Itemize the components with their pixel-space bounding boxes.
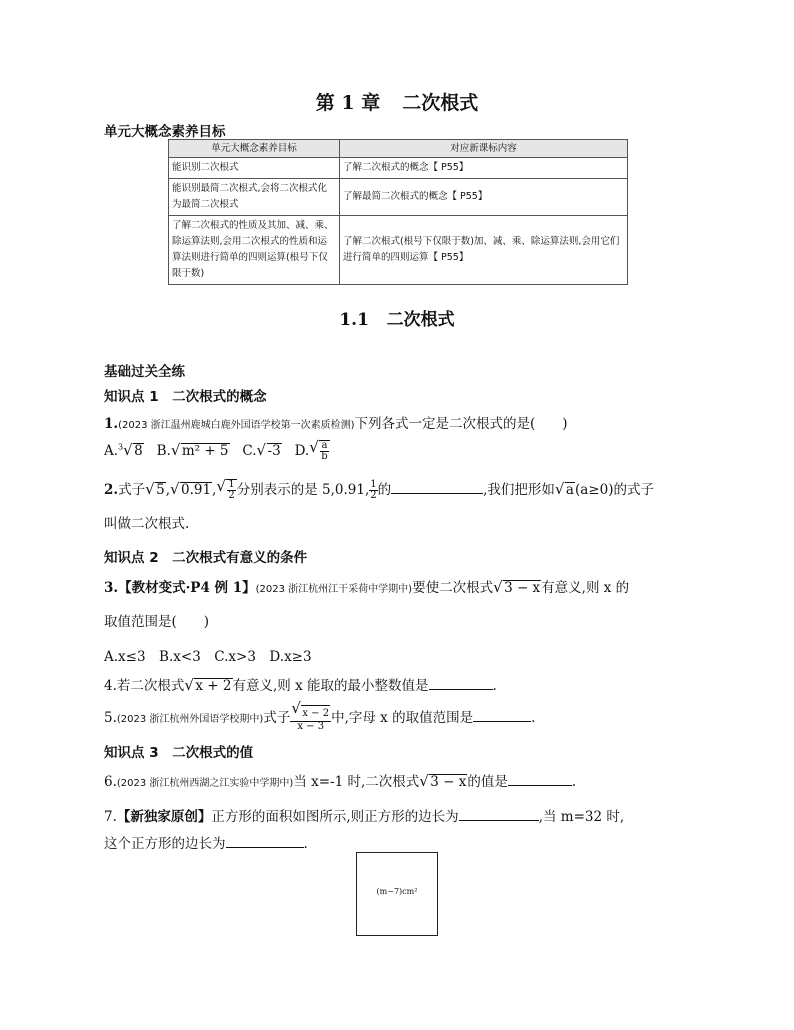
radicand: 3 − x bbox=[504, 580, 541, 596]
denominator: x − 3 bbox=[297, 721, 325, 732]
question-source: (2023 浙江杭州西湖之江实验中学期中) bbox=[116, 778, 294, 789]
denominator: 2 bbox=[228, 490, 235, 501]
question-3-options: A.x≤3 B.x<3 C.x>3 D.x≥3 bbox=[104, 649, 312, 665]
denominator: b bbox=[321, 451, 328, 462]
radical bbox=[420, 774, 467, 790]
answer-blank[interactable] bbox=[226, 835, 304, 848]
question-7 bbox=[104, 805, 624, 825]
text: 有意义,则 x 的 bbox=[541, 580, 630, 596]
section-name: 二次根式 bbox=[386, 310, 455, 330]
knowledge-point-1: 知识点 1 二次根式的概念 bbox=[104, 389, 267, 405]
text: 这个正方形的边长为 bbox=[104, 836, 226, 852]
radical bbox=[124, 443, 144, 459]
question-source: (2023 浙江杭州外国语学校期中) bbox=[116, 714, 264, 725]
question-5 bbox=[104, 705, 535, 732]
fraction bbox=[369, 480, 377, 501]
radicand: x − 2 bbox=[301, 705, 330, 721]
radical bbox=[292, 705, 330, 721]
question-number: 2. bbox=[104, 482, 119, 498]
answer-blank[interactable] bbox=[459, 808, 539, 821]
radical bbox=[310, 440, 329, 462]
goal-cell: 能识别二次根式 bbox=[169, 158, 340, 179]
table-row bbox=[169, 158, 628, 179]
text: 正方形的面积如图所示,则正方形的边长为 bbox=[211, 809, 459, 825]
text: 有意义,则 x 能取的最小整数值是 bbox=[232, 678, 429, 694]
radical bbox=[258, 443, 282, 459]
goal-cell: 能识别最简二次根式,会将二次根式化为最简二次根式 bbox=[169, 179, 340, 216]
fraction bbox=[320, 441, 328, 462]
chapter-title bbox=[0, 88, 794, 115]
square-figure bbox=[356, 852, 438, 936]
radicand: m² + 5 bbox=[181, 443, 229, 459]
goals-col1-header: 单元大概念素养目标 bbox=[169, 140, 340, 158]
text: 式子 bbox=[118, 482, 146, 498]
radical bbox=[217, 479, 236, 501]
basic-practice-heading: 基础过关全练 bbox=[104, 364, 185, 380]
text: 式子 bbox=[263, 710, 291, 726]
option-b: B. bbox=[156, 443, 171, 459]
question-tag: 【教材变式·P4 例 1】 bbox=[118, 580, 256, 596]
question-text: 下列各式一定是二次根式的是( ) bbox=[354, 416, 568, 432]
option-d: D. bbox=[294, 443, 310, 459]
question-1 bbox=[104, 412, 568, 432]
question-7-cont bbox=[104, 832, 308, 852]
question-number: 6. bbox=[104, 774, 117, 790]
square-area-label: (m−7)cm² bbox=[376, 887, 418, 896]
root-index: 3 bbox=[118, 442, 124, 452]
question-2-cont: 叫做二次根式. bbox=[104, 516, 190, 532]
radical bbox=[494, 580, 541, 596]
text: . bbox=[571, 774, 577, 790]
goal-cell: 了解二次根式的性质及其加、减、乘、除运算法则,会用二次根式的性质和运算法则进行简单的四则运算(根号下仅限于数) bbox=[169, 216, 340, 285]
question-tag: 【新独家原创】 bbox=[116, 809, 212, 825]
radicand: a bbox=[565, 482, 574, 498]
radical bbox=[185, 678, 232, 694]
radicand: 5 bbox=[156, 482, 165, 498]
radical bbox=[556, 482, 575, 498]
question-4 bbox=[104, 674, 497, 694]
standard-cell: 了解二次根式(根号下仅限于数)加、减、乘、除运算法则,会用它们进行简单的四则运算【 P55】 bbox=[340, 216, 628, 285]
section-number: 1.1 bbox=[339, 310, 369, 330]
radicand: -3 bbox=[267, 443, 281, 459]
text: 分别表示的是 5,0.91, bbox=[236, 482, 370, 498]
chapter-name: 二次根式 bbox=[402, 92, 479, 114]
answer-blank[interactable] bbox=[473, 709, 531, 722]
radicand: 3 − x bbox=[430, 774, 467, 790]
fraction bbox=[227, 480, 235, 501]
goals-col2-header: 对应新课标内容 bbox=[340, 140, 628, 158]
answer-blank[interactable] bbox=[391, 481, 483, 494]
question-number: 4. bbox=[104, 678, 117, 694]
text: . bbox=[303, 836, 308, 852]
question-1-options bbox=[104, 440, 330, 462]
text: 要使二次根式 bbox=[412, 580, 494, 596]
numerator: √ a bbox=[321, 440, 328, 451]
goals-table bbox=[168, 139, 628, 285]
question-source: (2023 浙江温州鹿城白鹿外国语学校第一次素质检测) bbox=[118, 420, 355, 431]
chapter-number: 第 1 章 bbox=[315, 92, 381, 114]
question-source: (2023 浙江杭州江干采荷中学期中) bbox=[255, 584, 413, 595]
numerator: √ 1 bbox=[228, 479, 235, 490]
question-2: 2.式子√ 5,√ 0.91, √ $\frac{1}{2}$ 分别表示的是 5,0.91, $\frac{1}{2}$ 的 ,我们把形如√ a(a≥0)的式子 bbox=[104, 478, 654, 501]
text: 的值是 bbox=[467, 774, 508, 790]
question-number: 5. bbox=[104, 710, 117, 726]
standard-cell: 了解二次根式的概念【 P55】 bbox=[340, 158, 628, 179]
question-3-cont: 取值范围是( ) bbox=[104, 614, 210, 630]
fraction bbox=[290, 705, 331, 732]
question-number: 1. bbox=[104, 416, 119, 432]
goals-heading: 单元大概念素养目标 bbox=[104, 124, 226, 140]
answer-blank[interactable] bbox=[508, 773, 572, 786]
option-a: A. bbox=[104, 443, 119, 459]
radicand: 0.91 bbox=[180, 482, 212, 498]
goals-header-row bbox=[169, 140, 628, 158]
table-row bbox=[169, 216, 628, 285]
radical bbox=[172, 443, 230, 459]
text: 若二次根式 bbox=[116, 678, 185, 694]
option-c: C. bbox=[242, 443, 257, 459]
text: 中,字母 x 的取值范围是 bbox=[331, 710, 474, 726]
text: 的 bbox=[377, 482, 392, 498]
standard-cell: 了解最简二次根式的概念【 P55】 bbox=[340, 179, 628, 216]
question-number: 7. bbox=[104, 809, 117, 825]
text: 当 x=-1 时,二次根式 bbox=[293, 774, 420, 790]
text: (a≥0)的式子 bbox=[574, 482, 654, 498]
question-number: 3. bbox=[104, 580, 119, 596]
text: ,当 m=32 时, bbox=[538, 809, 625, 825]
text: . bbox=[492, 678, 497, 694]
question-6 bbox=[104, 770, 576, 790]
question-3 bbox=[104, 576, 629, 596]
knowledge-point-3: 知识点 3 二次根式的值 bbox=[104, 745, 254, 761]
answer-blank[interactable] bbox=[429, 677, 493, 690]
radical bbox=[146, 482, 166, 498]
numerator: 1 bbox=[370, 479, 377, 490]
radicand: 8 bbox=[134, 443, 143, 459]
radicand: x + 2 bbox=[195, 678, 232, 694]
text: ,我们把形如 bbox=[483, 482, 555, 498]
knowledge-point-2: 知识点 2 二次根式有意义的条件 bbox=[104, 550, 308, 566]
table-row bbox=[169, 179, 628, 216]
radical bbox=[171, 482, 212, 498]
text: . bbox=[531, 710, 536, 726]
denominator: 2 bbox=[370, 490, 377, 501]
section-title bbox=[0, 305, 794, 330]
